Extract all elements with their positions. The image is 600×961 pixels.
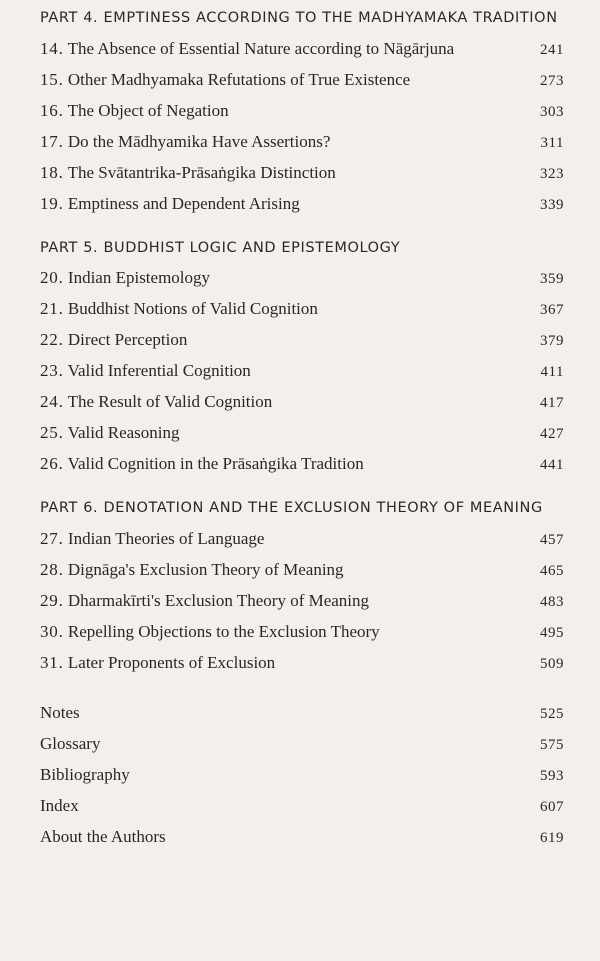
chapter-title: Indian Epistemology — [67, 268, 211, 287]
chapter-number: 19. — [40, 194, 64, 213]
table-of-contents — [40, 6, 568, 852]
chapter-title: Indian Theories of Language — [67, 529, 265, 548]
chapter-title: The Result of Valid Cognition — [67, 392, 273, 411]
entry-title: Index — [40, 796, 79, 815]
chapter-title: The Object of Negation — [67, 101, 229, 120]
part-5-section — [40, 236, 568, 479]
chapter-title: Repelling Objections to the Exclusion Theory — [67, 622, 380, 641]
chapter-number: 30. — [40, 622, 64, 641]
toc-entry[interactable] — [40, 64, 568, 95]
toc-entry[interactable] — [40, 262, 568, 293]
chapter-number: 26. — [40, 454, 64, 473]
toc-entry[interactable] — [40, 728, 568, 759]
toc-entry[interactable] — [40, 293, 568, 324]
page-number: 465 — [540, 563, 564, 579]
page-number: 495 — [540, 625, 564, 641]
toc-entry[interactable] — [40, 126, 568, 157]
page-number: 273 — [540, 73, 564, 89]
page-number: 359 — [540, 271, 564, 287]
chapter-number: 20. — [40, 268, 64, 287]
entry-title: Notes — [40, 703, 80, 722]
chapter-number: 14. — [40, 39, 64, 58]
page-number: 607 — [540, 799, 564, 815]
toc-entry[interactable] — [40, 585, 568, 616]
part-6-heading: PART 6. DENOTATION AND THE EXCLUSION THEORY OF MEANING — [40, 500, 543, 516]
toc-entry[interactable] — [40, 355, 568, 386]
chapter-number: 23. — [40, 361, 64, 380]
page-number: 575 — [540, 737, 564, 753]
part-4-heading: PART 4. EMPTINESS ACCORDING TO THE MADHYAMAKA TRADITION — [40, 10, 558, 26]
chapter-number: 24. — [40, 392, 64, 411]
toc-entry[interactable] — [40, 790, 568, 821]
entry-title: Bibliography — [40, 765, 130, 784]
back-matter-entries — [40, 697, 568, 852]
chapter-title: Later Proponents of Exclusion — [67, 653, 276, 672]
toc-entry[interactable] — [40, 554, 568, 585]
toc-entry[interactable] — [40, 759, 568, 790]
chapter-number: 17. — [40, 132, 64, 151]
chapter-title: The Absence of Essential Nature according to Nāgārjuna — [67, 39, 455, 58]
entry-title: Glossary — [40, 734, 101, 753]
page-number: 483 — [540, 594, 564, 610]
toc-entry[interactable] — [40, 324, 568, 355]
toc-entry[interactable] — [40, 647, 568, 678]
page-number: 241 — [540, 42, 564, 58]
toc-entry[interactable] — [40, 157, 568, 188]
part-5-entries — [40, 262, 568, 479]
chapter-number: 25. — [40, 423, 64, 442]
chapter-title: Other Madhyamaka Refutations of True Existence — [67, 70, 411, 89]
toc-entry[interactable] — [40, 417, 568, 448]
chapter-title: Direct Perception — [67, 330, 188, 349]
toc-entry[interactable] — [40, 616, 568, 647]
toc-entry[interactable] — [40, 697, 568, 728]
part-5-heading: PART 5. BUDDHIST LOGIC AND EPISTEMOLOGY — [40, 240, 401, 256]
page-number: 509 — [540, 656, 564, 672]
part-6-section — [40, 496, 568, 678]
chapter-number: 18. — [40, 163, 64, 182]
part-6-entries — [40, 523, 568, 678]
page-number: 417 — [540, 395, 564, 411]
page-number: 593 — [540, 768, 564, 784]
chapter-title: Valid Cognition in the Prāsaṅgika Tradition — [67, 454, 364, 473]
entry-title: About the Authors — [40, 827, 166, 846]
back-matter-section — [40, 697, 568, 852]
chapter-number: 29. — [40, 591, 64, 610]
page-number: 311 — [540, 135, 564, 151]
page-number: 379 — [540, 333, 564, 349]
chapter-title: The Svātantrika-Prāsaṅgika Distinction — [67, 163, 336, 182]
chapter-number: 22. — [40, 330, 64, 349]
chapter-title: Valid Reasoning — [67, 423, 180, 442]
chapter-title: Emptiness and Dependent Arising — [67, 194, 300, 213]
part-4-entries — [40, 33, 568, 219]
toc-entry[interactable] — [40, 821, 568, 852]
chapter-title: Do the Mādhyamika Have Assertions? — [67, 132, 331, 151]
page-number: 457 — [540, 532, 564, 548]
page-number: 427 — [540, 426, 564, 442]
page-number: 525 — [540, 706, 564, 722]
part-4-section — [40, 6, 568, 219]
toc-entry[interactable] — [40, 95, 568, 126]
chapter-title: Dharmakīrti's Exclusion Theory of Meaning — [67, 591, 370, 610]
page-number: 323 — [540, 166, 564, 182]
toc-entry[interactable] — [40, 188, 568, 219]
chapter-title: Buddhist Notions of Valid Cognition — [67, 299, 318, 318]
toc-entry[interactable] — [40, 523, 568, 554]
chapter-title: Valid Inferential Cognition — [67, 361, 251, 380]
chapter-number: 28. — [40, 560, 64, 579]
page-number: 339 — [540, 197, 564, 213]
chapter-number: 27. — [40, 529, 64, 548]
page-number: 367 — [540, 302, 564, 318]
chapter-number: 21. — [40, 299, 64, 318]
toc-entry[interactable] — [40, 448, 568, 479]
chapter-number: 16. — [40, 101, 64, 120]
toc-entry[interactable] — [40, 33, 568, 64]
chapter-number: 31. — [40, 653, 64, 672]
chapter-title: Dignāga's Exclusion Theory of Meaning — [67, 560, 344, 579]
chapter-number: 15. — [40, 70, 64, 89]
toc-entry[interactable] — [40, 386, 568, 417]
page-number: 411 — [540, 364, 564, 380]
page-number: 441 — [540, 457, 564, 473]
page-number: 619 — [540, 830, 564, 846]
page-number: 303 — [540, 104, 564, 120]
